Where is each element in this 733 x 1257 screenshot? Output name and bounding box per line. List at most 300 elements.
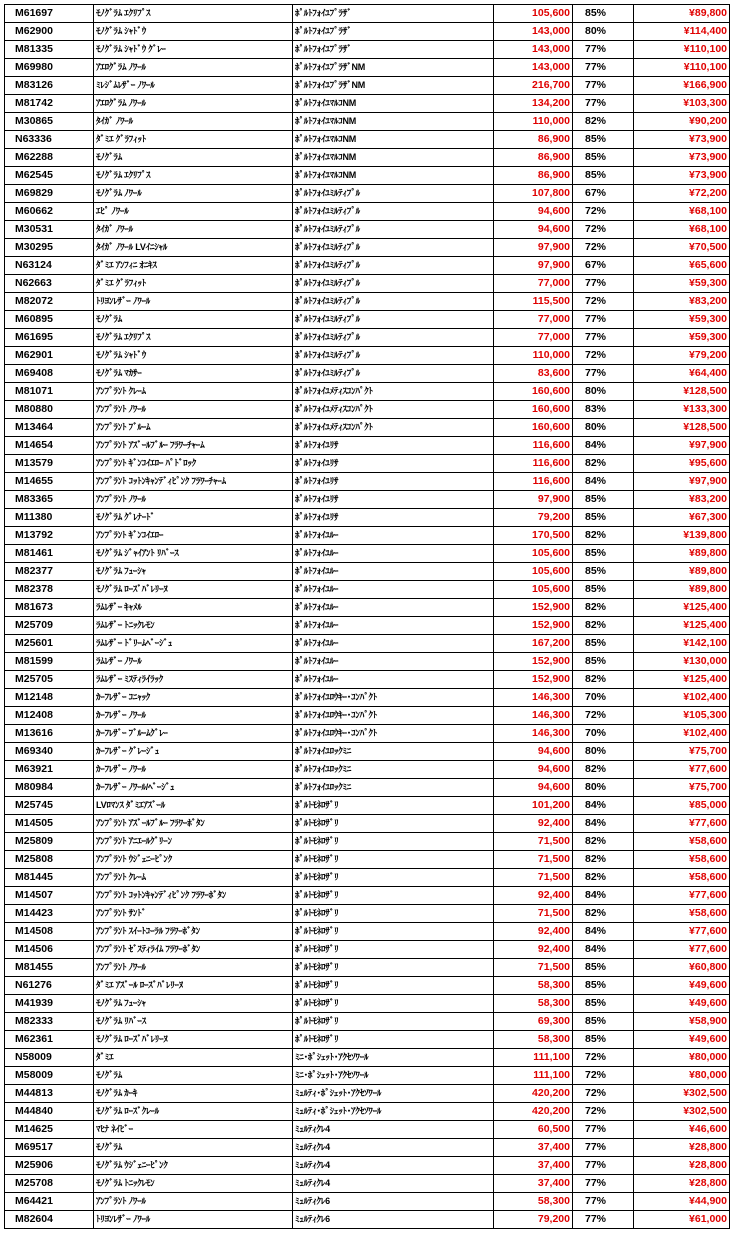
sale-price-cell: ¥90,200 xyxy=(634,113,730,131)
sale-price-cell: ¥97,900 xyxy=(634,437,730,455)
model-cell: ﾎﾟﾙﾄﾌｫｲﾕﾐﾙﾃｨﾌﾟﾙ xyxy=(293,293,494,311)
name-cell: ｱﾝﾌﾟﾗﾝﾄ ｳｼﾞｪﾆｰﾋﾟﾝｸ xyxy=(94,851,293,869)
table-row xyxy=(5,131,730,149)
code-cell: M82378 xyxy=(5,581,94,599)
price-cell: 94,600 xyxy=(494,203,573,221)
name-cell: ﾗﾑﾚｻﾞｰ ﾉﾜｰﾙ xyxy=(94,653,293,671)
model-cell: ﾎﾟﾙﾄﾌｫｲﾕﾌﾟﾗｻﾞ xyxy=(293,41,494,59)
price-cell: 143,000 xyxy=(494,23,573,41)
rate-cell: 72% xyxy=(573,221,634,239)
sale-price-cell: ¥58,600 xyxy=(634,869,730,887)
table-row xyxy=(5,815,730,833)
model-cell: ﾎﾟﾙﾄﾓﾈﾛｻﾞﾘ xyxy=(293,815,494,833)
code-cell: M81461 xyxy=(5,545,94,563)
name-cell: ﾓﾉｸﾞﾗﾑ ｳｼﾞｪﾆｰﾋﾟﾝｸ xyxy=(94,1157,293,1175)
price-cell: 58,300 xyxy=(494,1193,573,1211)
rate-cell: 70% xyxy=(573,725,634,743)
rate-cell: 77% xyxy=(573,95,634,113)
table-row xyxy=(5,41,730,59)
price-cell: 160,600 xyxy=(494,419,573,437)
table-row xyxy=(5,275,730,293)
sale-price-cell: ¥105,300 xyxy=(634,707,730,725)
code-cell: M12148 xyxy=(5,689,94,707)
code-cell: M25705 xyxy=(5,671,94,689)
table-row xyxy=(5,329,730,347)
model-cell: ﾎﾟﾙﾄﾓﾈﾛｻﾞﾘ xyxy=(293,959,494,977)
code-cell: M14654 xyxy=(5,437,94,455)
sale-price-cell: ¥130,000 xyxy=(634,653,730,671)
price-cell: 143,000 xyxy=(494,59,573,77)
sale-price-cell: ¥61,000 xyxy=(634,1211,730,1229)
rate-cell: 85% xyxy=(573,149,634,167)
price-cell: 58,300 xyxy=(494,1031,573,1049)
sale-price-cell: ¥58,900 xyxy=(634,1013,730,1031)
rate-cell: 84% xyxy=(573,797,634,815)
code-cell: M30295 xyxy=(5,239,94,257)
rate-cell: 82% xyxy=(573,761,634,779)
table-row xyxy=(5,743,730,761)
rate-cell: 80% xyxy=(573,23,634,41)
rate-cell: 85% xyxy=(573,131,634,149)
code-cell: M69408 xyxy=(5,365,94,383)
name-cell: ﾓﾉｸﾞﾗﾑ ｴｸﾘﾌﾟｽ xyxy=(94,167,293,185)
rate-cell: 82% xyxy=(573,527,634,545)
price-cell: 116,600 xyxy=(494,455,573,473)
code-cell: M81673 xyxy=(5,599,94,617)
name-cell: ﾓﾉｸﾞﾗﾑ ﾉﾜｰﾙ xyxy=(94,185,293,203)
code-cell: M13464 xyxy=(5,419,94,437)
name-cell: ｱﾝﾌﾟﾗﾝﾄ ﾉﾜｰﾙ xyxy=(94,401,293,419)
model-cell: ﾎﾟﾙﾄﾓﾈﾛｻﾞﾘ xyxy=(293,923,494,941)
model-cell: ﾎﾟﾙﾄﾌｫｲﾕﾐﾙﾃｨﾌﾟﾙ xyxy=(293,257,494,275)
sale-price-cell: ¥44,900 xyxy=(634,1193,730,1211)
price-cell: 152,900 xyxy=(494,671,573,689)
name-cell: ﾓﾉｸﾞﾗﾑ ﾛｰｽﾞﾊﾞﾚﾘｰﾇ xyxy=(94,1031,293,1049)
sale-price-cell: ¥97,900 xyxy=(634,473,730,491)
code-cell: M14655 xyxy=(5,473,94,491)
rate-cell: 85% xyxy=(573,635,634,653)
sale-price-cell: ¥103,300 xyxy=(634,95,730,113)
rate-cell: 72% xyxy=(573,239,634,257)
table-row xyxy=(5,167,730,185)
name-cell: ｱﾝﾌﾟﾗﾝﾄ ｾﾞｽﾃｨﾗｲﾑ ﾌﾗﾜｰﾎﾞﾀﾝ xyxy=(94,941,293,959)
model-cell: ﾎﾟﾙﾄﾓﾈﾛｻﾞﾘ xyxy=(293,905,494,923)
model-cell: ﾎﾟﾙﾄﾌｫｲﾕﾙｰ xyxy=(293,671,494,689)
model-cell: ﾎﾟﾙﾄﾌｫｲﾕﾛｯｸﾐﾆ xyxy=(293,779,494,797)
code-cell: M69340 xyxy=(5,743,94,761)
table-row xyxy=(5,653,730,671)
model-cell: ﾎﾟﾙﾄﾌｫｲﾕﾘｻ xyxy=(293,473,494,491)
price-cell: 94,600 xyxy=(494,743,573,761)
model-cell: ﾎﾟﾙﾄﾌｫｲﾕﾐﾙﾃｨﾌﾟﾙ xyxy=(293,311,494,329)
rate-cell: 84% xyxy=(573,887,634,905)
code-cell: M13616 xyxy=(5,725,94,743)
sale-price-cell: ¥46,600 xyxy=(634,1121,730,1139)
name-cell: ｱﾝﾌﾟﾗﾝﾄ ｸﾚｰﾑ xyxy=(94,869,293,887)
name-cell: ﾓﾉｸﾞﾗﾑ ﾌｭｰｼｬ xyxy=(94,563,293,581)
sale-price-cell: ¥58,600 xyxy=(634,833,730,851)
code-cell: M25709 xyxy=(5,617,94,635)
sale-price-cell: ¥102,400 xyxy=(634,689,730,707)
model-cell: ﾎﾟﾙﾄﾓﾈﾛｻﾞﾘ xyxy=(293,797,494,815)
model-cell: ﾎﾟﾙﾄﾌｫｲﾕﾙｰ xyxy=(293,599,494,617)
code-cell: M25708 xyxy=(5,1175,94,1193)
price-cell: 86,900 xyxy=(494,167,573,185)
table-row xyxy=(5,203,730,221)
name-cell: ﾗﾑﾚｻﾞｰ ﾐｽﾃｨﾗｲﾗｯｸ xyxy=(94,671,293,689)
model-cell: ﾐﾆ･ﾎﾟｼｪｯﾄ･ｱｸｾｿﾜｰﾙ xyxy=(293,1049,494,1067)
name-cell: ｱﾝﾌﾟﾗﾝﾄ ｱﾆｴｰﾙｸﾞﾘｰﾝ xyxy=(94,833,293,851)
sale-price-cell: ¥73,900 xyxy=(634,131,730,149)
table-row xyxy=(5,527,730,545)
table-row xyxy=(5,293,730,311)
code-cell: M81599 xyxy=(5,653,94,671)
rate-cell: 85% xyxy=(573,1031,634,1049)
table-row xyxy=(5,347,730,365)
name-cell: ｱｴﾛｸﾞﾗﾑ ﾉﾜｰﾙ xyxy=(94,59,293,77)
sale-price-cell: ¥110,100 xyxy=(634,59,730,77)
code-cell: M30531 xyxy=(5,221,94,239)
model-cell: ﾐｭﾙﾃｨｸﾚ4 xyxy=(293,1139,494,1157)
sale-price-cell: ¥110,100 xyxy=(634,41,730,59)
price-cell: 160,600 xyxy=(494,383,573,401)
rate-cell: 77% xyxy=(573,1175,634,1193)
model-cell: ﾎﾟﾙﾄﾌｫｲﾕﾐﾙﾃｨﾌﾟﾙ xyxy=(293,347,494,365)
price-cell: 71,500 xyxy=(494,869,573,887)
table-row xyxy=(5,221,730,239)
sale-price-cell: ¥80,000 xyxy=(634,1049,730,1067)
table-row xyxy=(5,257,730,275)
code-cell: M14506 xyxy=(5,941,94,959)
name-cell: ｱﾝﾌﾟﾗﾝﾄ ｺｯﾄﾝｷｬﾝﾃﾞｨﾋﾟﾝｸ ﾌﾗﾜｰﾁｬｰﾑ xyxy=(94,473,293,491)
price-cell: 58,300 xyxy=(494,977,573,995)
price-cell: 71,500 xyxy=(494,833,573,851)
name-cell: ﾀﾞﾐｴ ｸﾞﾗﾌｨｯﾄ xyxy=(94,275,293,293)
sale-price-cell: ¥83,200 xyxy=(634,293,730,311)
sale-price-cell: ¥49,600 xyxy=(634,977,730,995)
table-row xyxy=(5,473,730,491)
model-cell: ﾎﾟﾙﾄﾓﾈﾛｻﾞﾘ xyxy=(293,1031,494,1049)
name-cell: ﾄﾘﾖﾝﾚｻﾞｰ ﾉﾜｰﾙ xyxy=(94,1211,293,1229)
price-sheet xyxy=(4,4,730,1229)
sale-price-cell: ¥75,700 xyxy=(634,779,730,797)
model-cell: ﾎﾟﾙﾄﾌｫｲﾕﾌﾟﾗｻﾞNM xyxy=(293,59,494,77)
sale-price-cell: ¥80,000 xyxy=(634,1067,730,1085)
code-cell: M60662 xyxy=(5,203,94,221)
table-row xyxy=(5,635,730,653)
rate-cell: 77% xyxy=(573,1121,634,1139)
code-cell: M61695 xyxy=(5,329,94,347)
table-row xyxy=(5,725,730,743)
price-cell: 146,300 xyxy=(494,725,573,743)
price-cell: 152,900 xyxy=(494,653,573,671)
code-cell: M60895 xyxy=(5,311,94,329)
table-row xyxy=(5,707,730,725)
model-cell: ﾎﾟﾙﾄﾌｫｲﾕﾒﾃｨｽｺﾝﾊﾟｸﾄ xyxy=(293,419,494,437)
name-cell: ﾀﾞﾐｴ ｱﾝﾌｨﾆ ｵﾆｷｽ xyxy=(94,257,293,275)
table-row xyxy=(5,977,730,995)
price-cell: 94,600 xyxy=(494,221,573,239)
sale-price-cell: ¥302,500 xyxy=(634,1085,730,1103)
name-cell: ﾓﾉｸﾞﾗﾑ xyxy=(94,149,293,167)
name-cell: ｶｰﾌﾚｻﾞｰ ｸﾞﾚｰｼﾞｭ xyxy=(94,743,293,761)
model-cell: ﾎﾟﾙﾄﾓﾈﾛｻﾞﾘ xyxy=(293,977,494,995)
code-cell: M14505 xyxy=(5,815,94,833)
table-row xyxy=(5,545,730,563)
price-cell: 94,600 xyxy=(494,761,573,779)
price-cell: 37,400 xyxy=(494,1157,573,1175)
rate-cell: 84% xyxy=(573,437,634,455)
model-cell: ﾎﾟﾙﾄﾌｫｲﾕﾙｰ xyxy=(293,527,494,545)
model-cell: ﾎﾟﾙﾄﾌｫｲﾕﾐﾙﾃｨﾌﾟﾙ xyxy=(293,329,494,347)
code-cell: M81742 xyxy=(5,95,94,113)
sale-price-cell: ¥28,800 xyxy=(634,1157,730,1175)
sale-price-cell: ¥59,300 xyxy=(634,275,730,293)
sale-price-cell: ¥114,400 xyxy=(634,23,730,41)
rate-cell: 85% xyxy=(573,509,634,527)
price-cell: 146,300 xyxy=(494,689,573,707)
sale-price-cell: ¥128,500 xyxy=(634,383,730,401)
price-cell: 77,000 xyxy=(494,329,573,347)
table-row xyxy=(5,761,730,779)
name-cell: ﾓﾉｸﾞﾗﾑ ﾏｶｻｰ xyxy=(94,365,293,383)
price-cell: 110,000 xyxy=(494,113,573,131)
name-cell: ｱﾝﾌﾟﾗﾝﾄ ｺｯﾄﾝｷｬﾝﾃﾞｨﾋﾟﾝｸ ﾌﾗﾜｰﾎﾞﾀﾝ xyxy=(94,887,293,905)
code-cell: M12408 xyxy=(5,707,94,725)
code-cell: M82604 xyxy=(5,1211,94,1229)
rate-cell: 70% xyxy=(573,689,634,707)
model-cell: ﾎﾟﾙﾄﾌｫｲﾕﾐﾙﾃｨﾌﾟﾙ xyxy=(293,239,494,257)
price-cell: 86,900 xyxy=(494,131,573,149)
rate-cell: 85% xyxy=(573,995,634,1013)
model-cell: ﾎﾟﾙﾄﾓﾈﾛｻﾞﾘ xyxy=(293,995,494,1013)
name-cell: ﾀﾞﾐｴ ｸﾞﾗﾌｨｯﾄ xyxy=(94,131,293,149)
sale-price-cell: ¥89,800 xyxy=(634,563,730,581)
code-cell: N61276 xyxy=(5,977,94,995)
rate-cell: 72% xyxy=(573,347,634,365)
model-cell: ﾎﾟﾙﾄﾌｫｲﾕﾙｰ xyxy=(293,635,494,653)
model-cell: ﾎﾟﾙﾄﾌｫｲﾕﾐﾙﾃｨﾌﾟﾙ xyxy=(293,221,494,239)
model-cell: ﾐｭﾙﾃｨｸﾚ6 xyxy=(293,1211,494,1229)
price-cell: 97,900 xyxy=(494,239,573,257)
rate-cell: 83% xyxy=(573,401,634,419)
sale-price-cell: ¥139,800 xyxy=(634,527,730,545)
price-cell: 105,600 xyxy=(494,581,573,599)
sale-price-cell: ¥28,800 xyxy=(634,1139,730,1157)
rate-cell: 77% xyxy=(573,77,634,95)
code-cell: M81455 xyxy=(5,959,94,977)
table-row xyxy=(5,959,730,977)
price-cell: 134,200 xyxy=(494,95,573,113)
name-cell: ｱｴﾛｸﾞﾗﾑ ﾉﾜｰﾙ xyxy=(94,95,293,113)
sale-price-cell: ¥59,300 xyxy=(634,311,730,329)
model-cell: ﾎﾟﾙﾄﾌｫｲﾕﾘｻ xyxy=(293,491,494,509)
table-row xyxy=(5,1067,730,1085)
table-row xyxy=(5,869,730,887)
table-row xyxy=(5,149,730,167)
sale-price-cell: ¥95,600 xyxy=(634,455,730,473)
price-cell: 86,900 xyxy=(494,149,573,167)
table-row xyxy=(5,509,730,527)
code-cell: M44840 xyxy=(5,1103,94,1121)
rate-cell: 85% xyxy=(573,1013,634,1031)
model-cell: ﾎﾟﾙﾄﾌｫｲﾕﾛｳｷｰ･ｺﾝﾊﾟｸﾄ xyxy=(293,707,494,725)
model-cell: ﾎﾟﾙﾄﾓﾈﾛｻﾞﾘ xyxy=(293,1013,494,1031)
sale-price-cell: ¥75,700 xyxy=(634,743,730,761)
rate-cell: 72% xyxy=(573,1049,634,1067)
sale-price-cell: ¥302,500 xyxy=(634,1103,730,1121)
price-cell: 146,300 xyxy=(494,707,573,725)
code-cell: M69829 xyxy=(5,185,94,203)
model-cell: ﾎﾟﾙﾄﾌｫｲﾕﾙｰ xyxy=(293,653,494,671)
name-cell: ｱﾝﾌﾟﾗﾝﾄ ﾉﾜｰﾙ xyxy=(94,959,293,977)
sale-price-cell: ¥133,300 xyxy=(634,401,730,419)
rate-cell: 80% xyxy=(573,779,634,797)
name-cell: ﾓﾉｸﾞﾗﾑ ﾛｰｽﾞｸﾚｰﾙ xyxy=(94,1103,293,1121)
name-cell: ｱﾝﾌﾟﾗﾝﾄ ｸﾚｰﾑ xyxy=(94,383,293,401)
code-cell: M25745 xyxy=(5,797,94,815)
name-cell: ｱﾝﾌﾟﾗﾝﾄ ﾉﾜｰﾙ xyxy=(94,1193,293,1211)
code-cell: M62361 xyxy=(5,1031,94,1049)
model-cell: ﾎﾟﾙﾄﾌｫｲﾕﾌﾟﾗｻﾞNM xyxy=(293,77,494,95)
model-cell: ﾎﾟﾙﾄﾓﾈﾛｻﾞﾘ xyxy=(293,887,494,905)
table-row xyxy=(5,491,730,509)
model-cell: ﾎﾟﾙﾄﾌｫｲﾕﾌﾟﾗｻﾞ xyxy=(293,5,494,23)
table-row xyxy=(5,311,730,329)
price-cell: 92,400 xyxy=(494,887,573,905)
model-cell: ﾎﾟﾙﾄﾌｫｲﾕﾐﾙﾃｨﾌﾟﾙ xyxy=(293,203,494,221)
price-cell: 77,000 xyxy=(494,311,573,329)
model-cell: ﾐｭﾙﾃｨｸﾚ4 xyxy=(293,1175,494,1193)
sale-price-cell: ¥77,600 xyxy=(634,923,730,941)
table-row xyxy=(5,851,730,869)
sale-price-cell: ¥166,900 xyxy=(634,77,730,95)
name-cell: ｱﾝﾌﾟﾗﾝﾄ ｱｽﾞｰﾙﾌﾞﾙｰ ﾌﾗﾜｰﾎﾞﾀﾝ xyxy=(94,815,293,833)
model-cell: ﾐｭﾙﾃｨｸﾚ4 xyxy=(293,1121,494,1139)
table-row xyxy=(5,437,730,455)
rate-cell: 84% xyxy=(573,815,634,833)
rate-cell: 77% xyxy=(573,1193,634,1211)
rate-cell: 77% xyxy=(573,1157,634,1175)
code-cell: M13792 xyxy=(5,527,94,545)
code-cell: M82333 xyxy=(5,1013,94,1031)
name-cell: ｶｰﾌﾚｻﾞｰ ｺﾆｬｯｸ xyxy=(94,689,293,707)
sale-price-cell: ¥60,800 xyxy=(634,959,730,977)
price-cell: 83,600 xyxy=(494,365,573,383)
rate-cell: 82% xyxy=(573,599,634,617)
table-row xyxy=(5,1211,730,1229)
rate-cell: 84% xyxy=(573,941,634,959)
table-row xyxy=(5,1049,730,1067)
model-cell: ﾎﾟﾙﾄﾌｫｲﾕﾌﾟﾗｻﾞ xyxy=(293,23,494,41)
rate-cell: 82% xyxy=(573,833,634,851)
code-cell: M81071 xyxy=(5,383,94,401)
model-cell: ﾎﾟﾙﾄﾌｫｲﾕﾛｳｷｰ･ｺﾝﾊﾟｸﾄ xyxy=(293,689,494,707)
model-cell: ﾐﾆ･ﾎﾟｼｪｯﾄ･ｱｸｾｿﾜｰﾙ xyxy=(293,1067,494,1085)
sale-price-cell: ¥102,400 xyxy=(634,725,730,743)
table-row xyxy=(5,1157,730,1175)
price-table xyxy=(4,4,730,1229)
price-cell: 115,500 xyxy=(494,293,573,311)
price-cell: 97,900 xyxy=(494,491,573,509)
model-cell: ﾎﾟﾙﾄﾌｫｲﾕﾛｯｸﾐﾆ xyxy=(293,761,494,779)
sale-price-cell: ¥73,900 xyxy=(634,167,730,185)
rate-cell: 72% xyxy=(573,1103,634,1121)
code-cell: M25808 xyxy=(5,851,94,869)
model-cell: ﾎﾟﾙﾄﾌｫｲﾕﾙｰ xyxy=(293,617,494,635)
price-cell: 69,300 xyxy=(494,1013,573,1031)
name-cell: ｶｰﾌﾚｻﾞｰ ﾌﾞﾙｰﾑｸﾞﾚｰ xyxy=(94,725,293,743)
sale-price-cell: ¥125,400 xyxy=(634,617,730,635)
price-cell: 167,200 xyxy=(494,635,573,653)
name-cell: ﾏﾋﾅ ﾈｲﾋﾞｰ xyxy=(94,1121,293,1139)
rate-cell: 72% xyxy=(573,707,634,725)
code-cell: M64421 xyxy=(5,1193,94,1211)
name-cell: ｱﾝﾌﾟﾗﾝﾄ ｱｽﾞｰﾙﾌﾞﾙｰ ﾌﾗﾜｰﾁｬｰﾑ xyxy=(94,437,293,455)
rate-cell: 80% xyxy=(573,383,634,401)
code-cell: M69980 xyxy=(5,59,94,77)
code-cell: M82377 xyxy=(5,563,94,581)
code-cell: M41939 xyxy=(5,995,94,1013)
model-cell: ﾎﾟﾙﾄﾌｫｲﾕﾒﾃｨｽｺﾝﾊﾟｸﾄ xyxy=(293,401,494,419)
table-row xyxy=(5,689,730,707)
price-cell: 92,400 xyxy=(494,923,573,941)
rate-cell: 82% xyxy=(573,113,634,131)
model-cell: ﾎﾟﾙﾄﾌｫｲﾕﾐﾙﾃｨﾌﾟﾙ xyxy=(293,275,494,293)
model-cell: ﾎﾟﾙﾄﾌｫｲﾕﾛｯｸﾐﾆ xyxy=(293,743,494,761)
rate-cell: 82% xyxy=(573,617,634,635)
table-row xyxy=(5,563,730,581)
model-cell: ﾎﾟﾙﾄﾌｫｲﾕﾘｻ xyxy=(293,509,494,527)
code-cell: M14423 xyxy=(5,905,94,923)
name-cell: LVﾛﾏﾝｽ ﾀﾞﾐｴｱｽﾞｰﾙ xyxy=(94,797,293,815)
sale-price-cell: ¥89,800 xyxy=(634,5,730,23)
table-row xyxy=(5,599,730,617)
sale-price-cell: ¥77,600 xyxy=(634,941,730,959)
table-row xyxy=(5,1175,730,1193)
name-cell: ﾀﾞﾐｴ xyxy=(94,1049,293,1067)
table-row xyxy=(5,617,730,635)
rate-cell: 77% xyxy=(573,1139,634,1157)
code-cell: M80880 xyxy=(5,401,94,419)
rate-cell: 77% xyxy=(573,59,634,77)
name-cell: ﾗﾑﾚｻﾞｰ ｷｬﾒﾙ xyxy=(94,599,293,617)
name-cell: ﾄﾘﾖﾝﾚｻﾞｰ ﾉﾜｰﾙ xyxy=(94,293,293,311)
sale-price-cell: ¥70,500 xyxy=(634,239,730,257)
name-cell: ｱﾝﾌﾟﾗﾝﾄ ｻﾝﾄﾞ xyxy=(94,905,293,923)
name-cell: ｱﾝﾌﾟﾗﾝﾄ ﾉﾜｰﾙ xyxy=(94,491,293,509)
sale-price-cell: ¥83,200 xyxy=(634,491,730,509)
model-cell: ﾎﾟﾙﾄﾌｫｲﾕﾏﾙｺNM xyxy=(293,149,494,167)
code-cell: M61697 xyxy=(5,5,94,23)
code-cell: M83126 xyxy=(5,77,94,95)
price-cell: 71,500 xyxy=(494,851,573,869)
rate-cell: 82% xyxy=(573,671,634,689)
table-row xyxy=(5,923,730,941)
code-cell: M62901 xyxy=(5,347,94,365)
rate-cell: 77% xyxy=(573,1211,634,1229)
table-row xyxy=(5,995,730,1013)
sale-price-cell: ¥79,200 xyxy=(634,347,730,365)
table-row xyxy=(5,185,730,203)
code-cell: M81335 xyxy=(5,41,94,59)
sale-price-cell: ¥58,600 xyxy=(634,905,730,923)
sale-price-cell: ¥65,600 xyxy=(634,257,730,275)
table-row xyxy=(5,1031,730,1049)
price-cell: 116,600 xyxy=(494,437,573,455)
sale-price-cell: ¥73,900 xyxy=(634,149,730,167)
model-cell: ﾎﾟﾙﾄﾌｫｲﾕﾘｻ xyxy=(293,437,494,455)
